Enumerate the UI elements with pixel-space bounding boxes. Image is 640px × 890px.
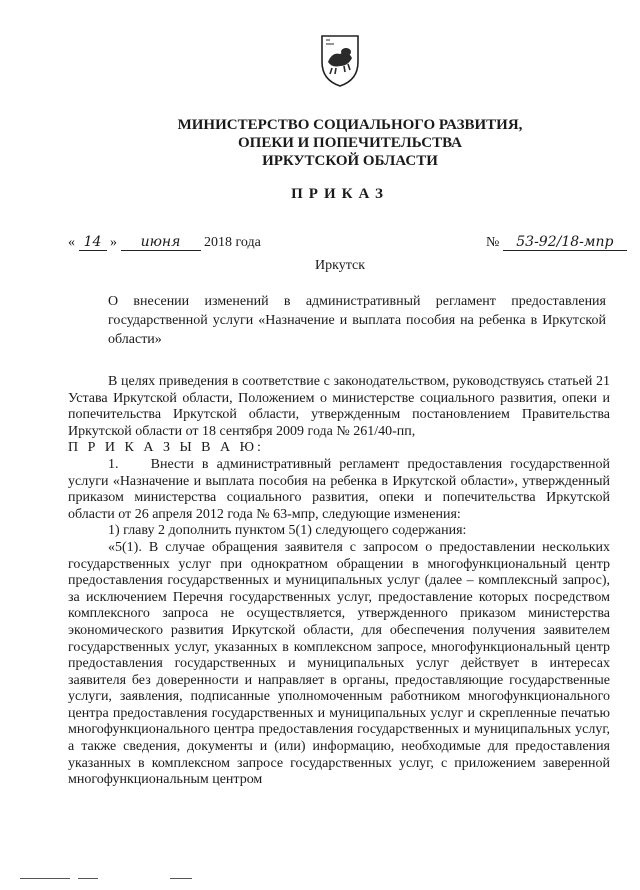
preamble-paragraph: В целях приведения в соответствие с законодательством, руководствуясь статьей 21 Устава Иркутской области, Положением о министерстве социального развития, опеки и попечительства Иркутской области, утвержденным постановлением Правительства Иркутской области от 18 сентября 2009 года № 261/40-пп, [68, 374, 610, 439]
footer-rule [20, 878, 70, 879]
date-open-quote: « [68, 235, 75, 250]
quoted-clause-paragraph: «5(1). В случае обращения заявителя с запросом о предоставлении нескольких государственных услуг при однократном обращении в многофункциональный центр предоставления государственных и муниципальных услуг (далее – комплексный запрос), за исключением Перечня государственных услуг, предоставление которых посредством комплексного запроса не осуществляется, утвержденного приказом министерства экономического развития Иркутской области, для обеспечения получения заявителем государственных услуг, указанных в комплексном запросе, многофункциональный центр предоставления государственных и муниципальных услуг действует в интересах заявителя без доверенности и направляет в органы, предоставляющие государственные услуги, заявления, подписанные уполномоченным работником многофункционального центра предоставления государственных и муниципальных услуг и скрепленные печатью многофункционального центра предоставления государственных и муниципальных услуг, а также сведения, документы и (или) информацию, необходимые для предоставления указанных в комплексном запросе государственных услуг, с приложением заверенной многофункциональным центром [68, 539, 610, 788]
document-type-title: ПРИКАЗ [291, 186, 389, 202]
footer-rule [170, 878, 192, 879]
coat-of-arms-icon [318, 32, 362, 88]
order-number [486, 234, 627, 251]
order-body [68, 374, 610, 789]
order-date [68, 234, 261, 251]
order-subject: О внесении изменений в административный регламент предоставления государственной услуги «Назначение и выплата пособия на ребенка в Иркутской области» [108, 294, 606, 347]
city-name: Иркутск [314, 258, 366, 273]
ministry-name [150, 116, 550, 170]
date-year: 2018 года [204, 235, 261, 250]
date-month-handwritten: июня [121, 234, 201, 251]
subitem-1-paragraph: 1) главу 2 дополнить пунктом 5(1) следующего содержания: [108, 523, 467, 539]
date-day-handwritten: 14 [79, 234, 107, 251]
order-keyword: П Р И К А З Ы В А Ю: [68, 440, 264, 456]
item-1-paragraph: 1. Внести в административный регламент предоставления государственной услуги «Назначение и выплата пособия на ребенка в Иркутской области», утвержденный приказом министерства социального развития, опеки и попечительства Иркутской области от 26 апреля 2012 года № 63-мпр, следующие изменения: [68, 456, 610, 522]
ministry-line: МИНИСТЕРСТВО СОЦИАЛЬНОГО РАЗВИТИЯ, [177, 117, 523, 133]
footer-rule [78, 878, 98, 879]
ministry-line: ИРКУТСКОЙ ОБЛАСТИ [262, 153, 438, 169]
date-close-quote: » [110, 235, 117, 250]
ministry-line: ОПЕКИ И ПОПЕЧИТЕЛЬСТВА [238, 135, 462, 151]
number-sign: № [486, 235, 500, 250]
number-handwritten: 53-92/18-мпр [503, 234, 627, 251]
